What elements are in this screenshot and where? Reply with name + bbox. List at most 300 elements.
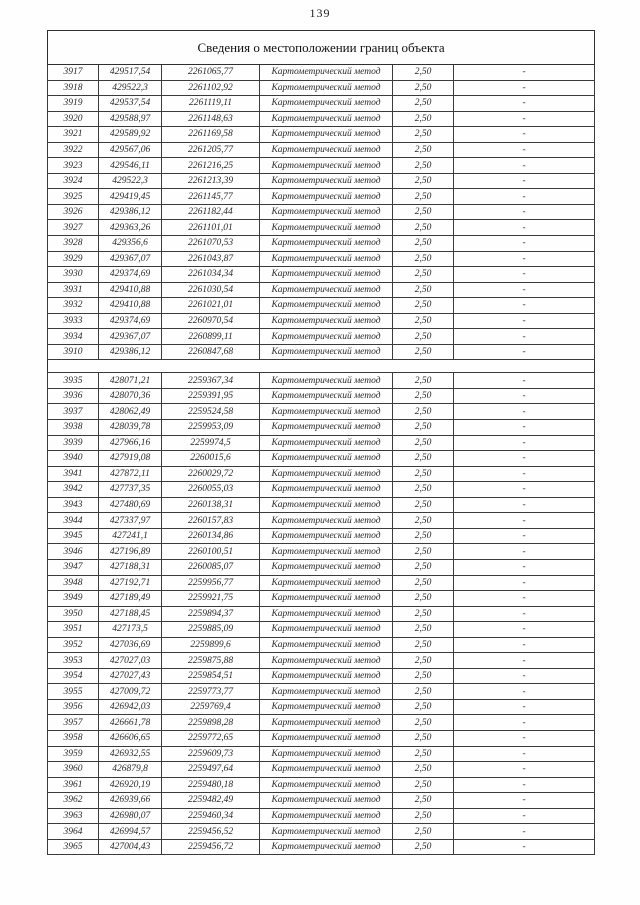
x-coordinate-cell: 428039,78 (99, 420, 162, 436)
dash-cell: - (454, 746, 595, 762)
x-coordinate-cell: 429517,54 (99, 65, 162, 81)
method-cell: Картометрический метод (260, 404, 393, 420)
y-coordinate-cell: 2259524,58 (162, 404, 260, 420)
table-row (48, 715, 595, 731)
table-row (48, 793, 595, 809)
dash-cell: - (454, 466, 595, 482)
method-cell: Картометрический метод (260, 313, 393, 329)
x-coordinate-cell: 427188,45 (99, 606, 162, 622)
table-row (48, 65, 595, 81)
y-coordinate-cell: 2259956,77 (162, 575, 260, 591)
table-row (48, 313, 595, 329)
precision-cell: 2,50 (393, 373, 454, 389)
point-number-cell: 3958 (48, 730, 99, 746)
point-number-cell: 3963 (48, 808, 99, 824)
y-coordinate-cell: 2259460,34 (162, 808, 260, 824)
point-number-cell: 3918 (48, 80, 99, 96)
table-row (48, 451, 595, 467)
x-coordinate-cell: 427027,03 (99, 653, 162, 669)
boundaries-table (47, 30, 595, 855)
point-number-cell: 3952 (48, 637, 99, 653)
dash-cell: - (454, 96, 595, 112)
table-row (48, 684, 595, 700)
dash-cell: - (454, 282, 595, 298)
point-number-cell: 3947 (48, 559, 99, 575)
dash-cell: - (454, 142, 595, 158)
point-number-cell: 3956 (48, 699, 99, 715)
x-coordinate-cell: 429367,07 (99, 251, 162, 267)
precision-cell: 2,50 (393, 142, 454, 158)
y-coordinate-cell: 2259497,64 (162, 762, 260, 778)
x-coordinate-cell: 427196,89 (99, 544, 162, 560)
x-coordinate-cell: 427036,69 (99, 637, 162, 653)
x-coordinate-cell: 429567,06 (99, 142, 162, 158)
precision-cell: 2,50 (393, 824, 454, 840)
point-number-cell: 3935 (48, 373, 99, 389)
y-coordinate-cell: 2259974,5 (162, 435, 260, 451)
method-cell: Картометрический метод (260, 111, 393, 127)
point-number-cell: 3948 (48, 575, 99, 591)
point-number-cell: 3960 (48, 762, 99, 778)
y-coordinate-cell: 2261216,25 (162, 158, 260, 174)
dash-cell: - (454, 762, 595, 778)
dash-cell: - (454, 189, 595, 205)
point-number-cell: 3937 (48, 404, 99, 420)
y-coordinate-cell: 2260970,54 (162, 313, 260, 329)
point-number-cell: 3917 (48, 65, 99, 81)
section-separator-cell (48, 360, 595, 373)
precision-cell: 2,50 (393, 388, 454, 404)
precision-cell: 2,50 (393, 96, 454, 112)
dash-cell: - (454, 559, 595, 575)
method-cell: Картометрический метод (260, 204, 393, 220)
x-coordinate-cell: 429374,69 (99, 267, 162, 283)
dash-cell: - (454, 404, 595, 420)
precision-cell: 2,50 (393, 762, 454, 778)
x-coordinate-cell: 429374,69 (99, 313, 162, 329)
dash-cell: - (454, 808, 595, 824)
dash-cell: - (454, 158, 595, 174)
dash-cell: - (454, 65, 595, 81)
method-cell: Картометрический метод (260, 684, 393, 700)
dash-cell: - (454, 715, 595, 731)
y-coordinate-cell: 2261205,77 (162, 142, 260, 158)
x-coordinate-cell: 427241,1 (99, 528, 162, 544)
dash-cell: - (454, 699, 595, 715)
point-number-cell: 3921 (48, 127, 99, 143)
precision-cell: 2,50 (393, 404, 454, 420)
point-number-cell: 3953 (48, 653, 99, 669)
table-row (48, 127, 595, 143)
x-coordinate-cell: 426980,07 (99, 808, 162, 824)
table-row (48, 344, 595, 360)
method-cell: Картометрический метод (260, 267, 393, 283)
method-cell: Картометрический метод (260, 559, 393, 575)
point-number-cell: 3932 (48, 298, 99, 314)
precision-cell: 2,50 (393, 637, 454, 653)
precision-cell: 2,50 (393, 173, 454, 189)
precision-cell: 2,50 (393, 344, 454, 360)
method-cell: Картометрический метод (260, 236, 393, 252)
precision-cell: 2,50 (393, 251, 454, 267)
dash-cell: - (454, 251, 595, 267)
table-row (48, 513, 595, 529)
point-number-cell: 3938 (48, 420, 99, 436)
point-number-cell: 3931 (48, 282, 99, 298)
method-cell: Картометрический метод (260, 158, 393, 174)
x-coordinate-cell: 427189,49 (99, 591, 162, 607)
x-coordinate-cell: 427173,5 (99, 622, 162, 638)
y-coordinate-cell: 2260029,72 (162, 466, 260, 482)
x-coordinate-cell: 427337,97 (99, 513, 162, 529)
table-row (48, 204, 595, 220)
method-cell: Картометрический метод (260, 591, 393, 607)
y-coordinate-cell: 2259482,49 (162, 793, 260, 809)
point-number-cell: 3959 (48, 746, 99, 762)
table-row (48, 824, 595, 840)
table-row (48, 730, 595, 746)
table-row (48, 575, 595, 591)
x-coordinate-cell: 428071,21 (99, 373, 162, 389)
y-coordinate-cell: 2261148,63 (162, 111, 260, 127)
dash-cell: - (454, 313, 595, 329)
method-cell: Картометрический метод (260, 482, 393, 498)
point-number-cell: 3946 (48, 544, 99, 560)
x-coordinate-cell: 429589,92 (99, 127, 162, 143)
table-row (48, 158, 595, 174)
x-coordinate-cell: 426661,78 (99, 715, 162, 731)
y-coordinate-cell: 2259894,37 (162, 606, 260, 622)
x-coordinate-cell: 429522,3 (99, 80, 162, 96)
table-body (48, 65, 595, 855)
method-cell: Картометрический метод (260, 189, 393, 205)
section-separator-row (48, 360, 595, 373)
y-coordinate-cell: 2259953,09 (162, 420, 260, 436)
precision-cell: 2,50 (393, 80, 454, 96)
table-row (48, 808, 595, 824)
table-row (48, 189, 595, 205)
precision-cell: 2,50 (393, 282, 454, 298)
precision-cell: 2,50 (393, 513, 454, 529)
precision-cell: 2,50 (393, 699, 454, 715)
method-cell: Картометрический метод (260, 715, 393, 731)
y-coordinate-cell: 2259898,28 (162, 715, 260, 731)
y-coordinate-cell: 2259456,52 (162, 824, 260, 840)
precision-cell: 2,50 (393, 236, 454, 252)
method-cell: Картометрический метод (260, 575, 393, 591)
y-coordinate-cell: 2261065,77 (162, 65, 260, 81)
x-coordinate-cell: 426606,65 (99, 730, 162, 746)
table-row (48, 173, 595, 189)
point-number-cell: 3936 (48, 388, 99, 404)
point-number-cell: 3962 (48, 793, 99, 809)
precision-cell: 2,50 (393, 220, 454, 236)
point-number-cell: 3922 (48, 142, 99, 158)
x-coordinate-cell: 427027,43 (99, 668, 162, 684)
precision-cell: 2,50 (393, 267, 454, 283)
method-cell: Картометрический метод (260, 544, 393, 560)
y-coordinate-cell: 2259773,77 (162, 684, 260, 700)
y-coordinate-cell: 2261043,87 (162, 251, 260, 267)
point-number-cell: 3955 (48, 684, 99, 700)
dash-cell: - (454, 497, 595, 513)
dash-cell: - (454, 344, 595, 360)
table-row (48, 267, 595, 283)
y-coordinate-cell: 2260847,68 (162, 344, 260, 360)
dash-cell: - (454, 606, 595, 622)
y-coordinate-cell: 2259772,65 (162, 730, 260, 746)
precision-cell: 2,50 (393, 730, 454, 746)
method-cell: Картометрический метод (260, 777, 393, 793)
method-cell: Картометрический метод (260, 606, 393, 622)
point-number-cell: 3965 (48, 839, 99, 855)
table-title: Сведения о местоположении границ объекта (48, 31, 595, 65)
dash-cell: - (454, 373, 595, 389)
table-row (48, 404, 595, 420)
x-coordinate-cell: 428062,49 (99, 404, 162, 420)
precision-cell: 2,50 (393, 482, 454, 498)
y-coordinate-cell: 2261102,92 (162, 80, 260, 96)
dash-cell: - (454, 637, 595, 653)
x-coordinate-cell: 427480,69 (99, 497, 162, 513)
table-row (48, 622, 595, 638)
x-coordinate-cell: 426932,55 (99, 746, 162, 762)
point-number-cell: 3961 (48, 777, 99, 793)
method-cell: Картометрический метод (260, 329, 393, 345)
method-cell: Картометрический метод (260, 793, 393, 809)
table-row (48, 559, 595, 575)
precision-cell: 2,50 (393, 420, 454, 436)
dash-cell: - (454, 267, 595, 283)
y-coordinate-cell: 2259885,09 (162, 622, 260, 638)
x-coordinate-cell: 428070,36 (99, 388, 162, 404)
y-coordinate-cell: 2261119,11 (162, 96, 260, 112)
point-number-cell: 3942 (48, 482, 99, 498)
x-coordinate-cell: 429356,6 (99, 236, 162, 252)
x-coordinate-cell: 427737,35 (99, 482, 162, 498)
dash-cell: - (454, 236, 595, 252)
precision-cell: 2,50 (393, 793, 454, 809)
precision-cell: 2,50 (393, 839, 454, 855)
dash-cell: - (454, 777, 595, 793)
table-row (48, 329, 595, 345)
method-cell: Картометрический метод (260, 451, 393, 467)
table-row (48, 435, 595, 451)
x-coordinate-cell: 429546,11 (99, 158, 162, 174)
x-coordinate-cell: 429522,3 (99, 173, 162, 189)
precision-cell: 2,50 (393, 298, 454, 314)
table-row (48, 142, 595, 158)
method-cell: Картометрический метод (260, 65, 393, 81)
dash-cell: - (454, 482, 595, 498)
y-coordinate-cell: 2261101,01 (162, 220, 260, 236)
point-number-cell: 3951 (48, 622, 99, 638)
method-cell: Картометрический метод (260, 420, 393, 436)
point-number-cell: 3957 (48, 715, 99, 731)
precision-cell: 2,50 (393, 544, 454, 560)
precision-cell: 2,50 (393, 329, 454, 345)
x-coordinate-cell: 427966,16 (99, 435, 162, 451)
precision-cell: 2,50 (393, 111, 454, 127)
x-coordinate-cell: 429588,97 (99, 111, 162, 127)
dash-cell: - (454, 111, 595, 127)
y-coordinate-cell: 2260015,6 (162, 451, 260, 467)
point-number-cell: 3950 (48, 606, 99, 622)
method-cell: Картометрический метод (260, 730, 393, 746)
point-number-cell: 3949 (48, 591, 99, 607)
precision-cell: 2,50 (393, 591, 454, 607)
dash-cell: - (454, 80, 595, 96)
y-coordinate-cell: 2259609,73 (162, 746, 260, 762)
method-cell: Картометрический метод (260, 251, 393, 267)
point-number-cell: 3943 (48, 497, 99, 513)
method-cell: Картометрический метод (260, 497, 393, 513)
point-number-cell: 3919 (48, 96, 99, 112)
dash-cell: - (454, 668, 595, 684)
table-row (48, 591, 595, 607)
y-coordinate-cell: 2260134,86 (162, 528, 260, 544)
table-row (48, 388, 595, 404)
table-title-row (48, 31, 595, 65)
y-coordinate-cell: 2259769,4 (162, 699, 260, 715)
precision-cell: 2,50 (393, 606, 454, 622)
point-number-cell: 3924 (48, 173, 99, 189)
y-coordinate-cell: 2260899,11 (162, 329, 260, 345)
point-number-cell: 3939 (48, 435, 99, 451)
point-number-cell: 3940 (48, 451, 99, 467)
table-row (48, 282, 595, 298)
y-coordinate-cell: 2259456,72 (162, 839, 260, 855)
dash-cell: - (454, 204, 595, 220)
precision-cell: 2,50 (393, 777, 454, 793)
dash-cell: - (454, 173, 595, 189)
precision-cell: 2,50 (393, 715, 454, 731)
dash-cell: - (454, 528, 595, 544)
x-coordinate-cell: 427192,71 (99, 575, 162, 591)
precision-cell: 2,50 (393, 575, 454, 591)
table-row (48, 236, 595, 252)
y-coordinate-cell: 2259899,6 (162, 637, 260, 653)
point-number-cell: 3933 (48, 313, 99, 329)
x-coordinate-cell: 426942,03 (99, 699, 162, 715)
method-cell: Картометрический метод (260, 668, 393, 684)
dash-cell: - (454, 591, 595, 607)
dash-cell: - (454, 824, 595, 840)
table-row (48, 420, 595, 436)
point-number-cell: 3954 (48, 668, 99, 684)
table-row (48, 746, 595, 762)
table-row (48, 251, 595, 267)
precision-cell: 2,50 (393, 313, 454, 329)
y-coordinate-cell: 2261169,58 (162, 127, 260, 143)
table-row (48, 528, 595, 544)
x-coordinate-cell: 427009,72 (99, 684, 162, 700)
point-number-cell: 3925 (48, 189, 99, 205)
point-number-cell: 3920 (48, 111, 99, 127)
x-coordinate-cell: 429537,54 (99, 96, 162, 112)
method-cell: Картометрический метод (260, 762, 393, 778)
precision-cell: 2,50 (393, 559, 454, 575)
table-row (48, 482, 595, 498)
dash-cell: - (454, 513, 595, 529)
point-number-cell: 3934 (48, 329, 99, 345)
precision-cell: 2,50 (393, 497, 454, 513)
y-coordinate-cell: 2261182,44 (162, 204, 260, 220)
method-cell: Картометрический метод (260, 173, 393, 189)
precision-cell: 2,50 (393, 808, 454, 824)
table-row (48, 80, 595, 96)
point-number-cell: 3926 (48, 204, 99, 220)
table-row (48, 777, 595, 793)
method-cell: Картометрический метод (260, 513, 393, 529)
method-cell: Картометрический метод (260, 127, 393, 143)
dash-cell: - (454, 575, 595, 591)
method-cell: Картометрический метод (260, 653, 393, 669)
x-coordinate-cell: 426939,66 (99, 793, 162, 809)
y-coordinate-cell: 2260055,03 (162, 482, 260, 498)
table-row (48, 762, 595, 778)
method-cell: Картометрический метод (260, 80, 393, 96)
method-cell: Картометрический метод (260, 282, 393, 298)
dash-cell: - (454, 435, 595, 451)
x-coordinate-cell: 429363,26 (99, 220, 162, 236)
table-row (48, 220, 595, 236)
method-cell: Картометрический метод (260, 466, 393, 482)
y-coordinate-cell: 2259367,34 (162, 373, 260, 389)
x-coordinate-cell: 427004,43 (99, 839, 162, 855)
precision-cell: 2,50 (393, 127, 454, 143)
table-row (48, 606, 595, 622)
point-number-cell: 3927 (48, 220, 99, 236)
method-cell: Картометрический метод (260, 220, 393, 236)
table-row (48, 668, 595, 684)
dash-cell: - (454, 420, 595, 436)
precision-cell: 2,50 (393, 684, 454, 700)
method-cell: Картометрический метод (260, 96, 393, 112)
method-cell: Картометрический метод (260, 298, 393, 314)
point-number-cell: 3928 (48, 236, 99, 252)
x-coordinate-cell: 427919,08 (99, 451, 162, 467)
dash-cell: - (454, 220, 595, 236)
y-coordinate-cell: 2259875,88 (162, 653, 260, 669)
table-row (48, 298, 595, 314)
method-cell: Картометрический метод (260, 373, 393, 389)
x-coordinate-cell: 429386,12 (99, 204, 162, 220)
y-coordinate-cell: 2261070,53 (162, 236, 260, 252)
point-number-cell: 3930 (48, 267, 99, 283)
y-coordinate-cell: 2261030,54 (162, 282, 260, 298)
dash-cell: - (454, 730, 595, 746)
x-coordinate-cell: 429419,45 (99, 189, 162, 205)
x-coordinate-cell: 429386,12 (99, 344, 162, 360)
dash-cell: - (454, 329, 595, 345)
method-cell: Картометрический метод (260, 808, 393, 824)
precision-cell: 2,50 (393, 65, 454, 81)
x-coordinate-cell: 427188,31 (99, 559, 162, 575)
table-row (48, 111, 595, 127)
page-number: 139 (309, 6, 331, 20)
point-number-cell: 3945 (48, 528, 99, 544)
method-cell: Картометрический метод (260, 388, 393, 404)
x-coordinate-cell: 429410,88 (99, 298, 162, 314)
y-coordinate-cell: 2259391,95 (162, 388, 260, 404)
x-coordinate-cell: 426879,8 (99, 762, 162, 778)
y-coordinate-cell: 2261034,34 (162, 267, 260, 283)
method-cell: Картометрический метод (260, 824, 393, 840)
y-coordinate-cell: 2260100,51 (162, 544, 260, 560)
precision-cell: 2,50 (393, 158, 454, 174)
dash-cell: - (454, 622, 595, 638)
